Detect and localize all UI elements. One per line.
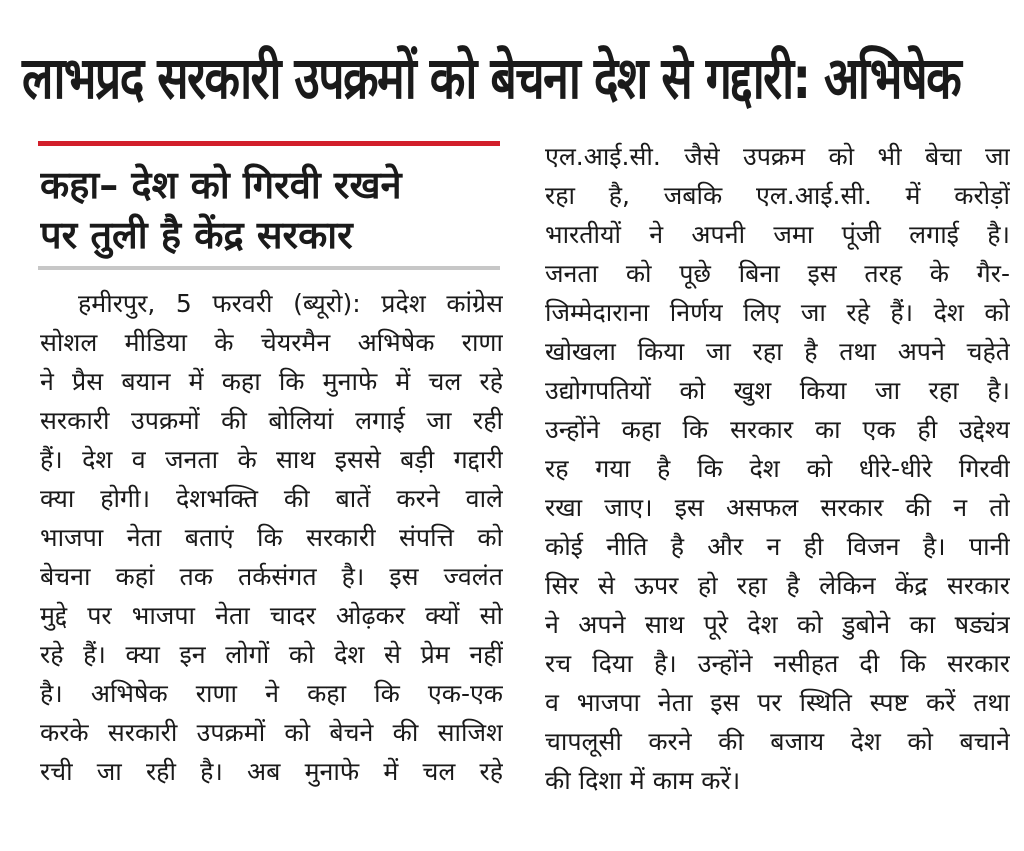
text-line: रची जा रही है। अब मुनाफे में चल रहे — [40, 757, 503, 786]
text-line: उन्होंने कहा कि सरकार का एक ही उद्देश्य — [545, 415, 1010, 444]
text-line: हमीरपुर, 5 फरवरी (ब्यूरो): प्रदेश कांग्रेस — [78, 289, 503, 318]
text-line: उद्योगपतियों को खुश किया जा रहा है। — [545, 376, 1010, 405]
text-line: रह गया है कि देश को धीरे-धीरे गिरवी — [545, 454, 1010, 483]
subheadline-line: पर तुली है केंद्र सरकार — [40, 213, 353, 257]
text-line: हैं। देश व जनता के साथ इससे बड़ी गद्दारी — [40, 445, 503, 474]
text-line: की दिशा में काम करें। — [545, 766, 741, 795]
text-line: कोई नीति है और न ही विजन है। पानी — [545, 532, 1010, 561]
text-line: व भाजपा नेता इस पर स्थिति स्पष्ट करें तथा — [545, 688, 1010, 717]
text-line: सिर से ऊपर हो रहा है लेकिन केंद्र सरकार — [545, 571, 1010, 600]
text-line: रहा है, जबकि एल.आई.सी. में करोड़ों — [545, 181, 1010, 210]
subheadline-line: कहा– देश को गिरवी रखने — [40, 163, 402, 207]
text-line: रखा जाए। इस असफल सरकार की न तो — [545, 493, 1010, 522]
article-column-left — [40, 284, 503, 791]
red-divider — [38, 141, 500, 146]
grey-divider — [38, 266, 500, 270]
text-line: बेचना कहां तक तर्कसंगत है। इस ज्वलंत — [40, 562, 503, 591]
text-line: मुद्दे पर भाजपा नेता चादर ओढ़कर क्यों सो — [40, 601, 503, 630]
headline: लाभप्रद सरकारी उपक्रमों को बेचना देश से गद्दारी: अभिषेक — [22, 44, 961, 112]
text-line: ने अपने साथ पूरे देश को डुबोने का षड्यंत्र — [545, 610, 1010, 639]
text-line: क्या होगी। देशभक्ति की बातें करने वाले — [40, 484, 503, 513]
text-line: जिम्मेदाराना निर्णय लिए जा रहे हैं। देश को — [545, 298, 1010, 327]
text-line: सरकारी उपक्रमों की बोलियां लगाई जा रही — [40, 406, 503, 435]
text-line: रहे हैं। क्या इन लोगों को देश से प्रेम नहीं — [40, 640, 503, 669]
text-line: जनता को पूछे बिना इस तरह के गैर- — [545, 259, 1010, 288]
text-line: चापलूसी करने की बजाय देश को बचाने — [545, 727, 1010, 756]
text-line: भारतीयों ने अपनी जमा पूंजी लगाई है। — [545, 220, 1010, 249]
subheadline — [40, 160, 510, 260]
text-line: रच दिया है। उन्होंने नसीहत दी कि सरकार — [545, 649, 1010, 678]
text-line: एल.आई.सी. जैसे उपक्रम को भी बेचा जा — [545, 142, 1010, 171]
text-line: करके सरकारी उपक्रमों को बेचने की साजिश — [40, 718, 503, 747]
text-line: खोखला किया जा रहा है तथा अपने चहेते — [545, 337, 1010, 366]
text-line: ने प्रैस बयान में कहा कि मुनाफे में चल रहे — [40, 367, 503, 396]
article-column-right — [545, 137, 1010, 800]
text-line: भाजपा नेता बताएं कि सरकारी संपत्ति को — [40, 523, 503, 552]
text-line: सोशल मीडिया के चेयरमैन अभिषेक राणा — [40, 328, 503, 357]
text-line: है। अभिषेक राणा ने कहा कि एक-एक — [40, 679, 503, 708]
